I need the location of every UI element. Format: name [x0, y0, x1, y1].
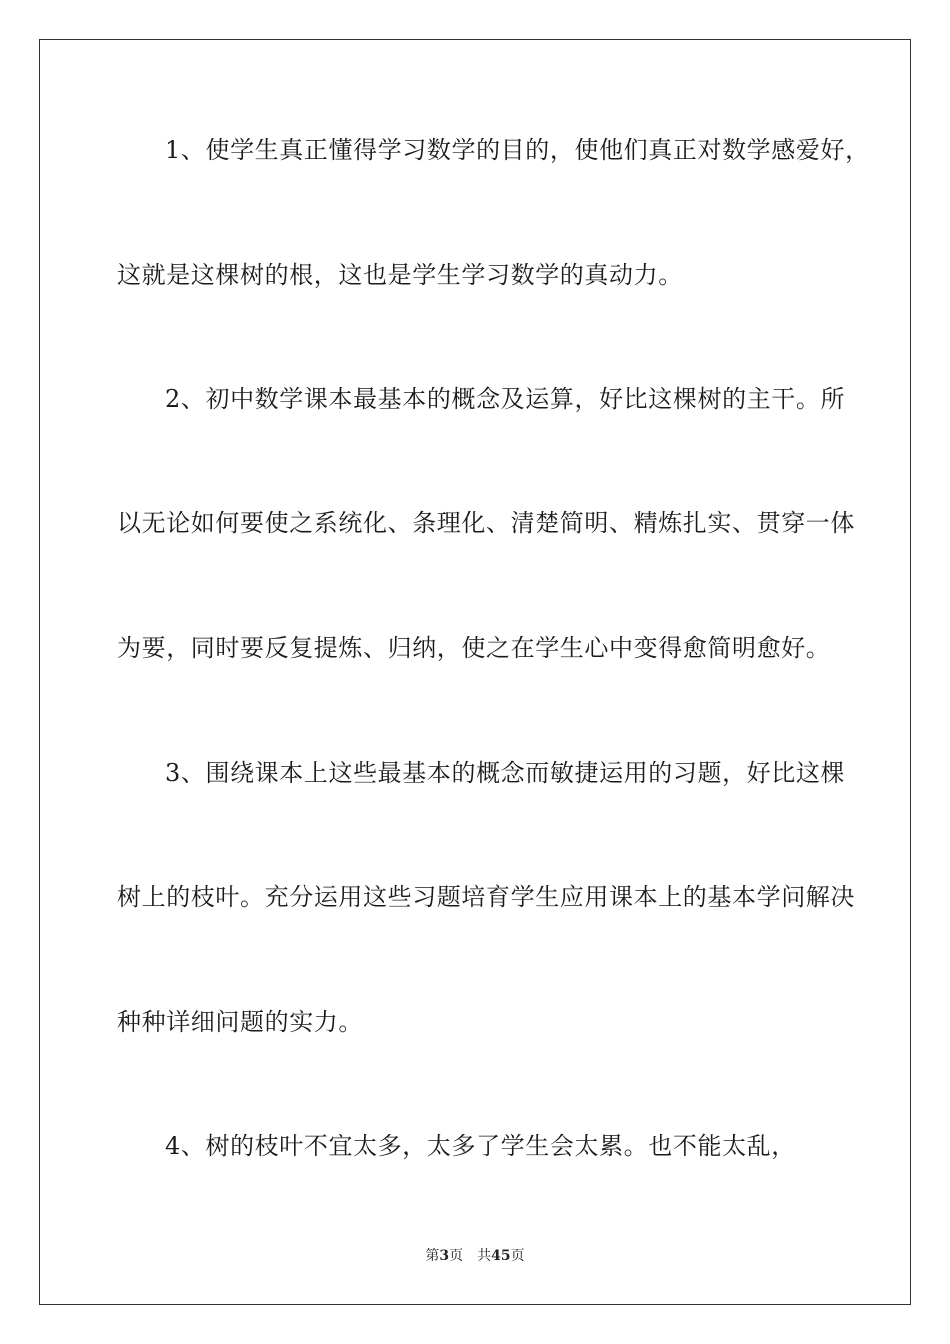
paragraph-3-line-2: 树上的枝叶。充分运用这些习题培育学生应用课本上的基本学问解决: [117, 883, 855, 911]
paragraph-1-line-2: 这就是这棵树的根，这也是学生学习数学的真动力。: [117, 261, 683, 289]
paragraph-2-line-3: 为要，同时要反复提炼、归纳，使之在学生心中变得愈简明愈好。: [117, 634, 831, 662]
footer-page-prefix: 第: [425, 1248, 440, 1264]
paragraph-3-line-3: 种种详细问题的实力。: [117, 1008, 363, 1036]
paragraph-4-line-1: 4、树的枝叶不宜太多，太多了学生会太累。也不能太乱，: [165, 1132, 796, 1160]
page-frame: [39, 39, 911, 1305]
paragraph-2-line-2: 以无论如何要使之系统化、条理化、清楚简明、精炼扎实、贯穿一体: [117, 509, 855, 537]
paragraph-1-line-1: 1、使学生真正懂得学习数学的目的，使他们真正对数学感爱好，: [165, 136, 870, 164]
footer-current-page: 3: [439, 1248, 450, 1264]
footer-total-suffix: 页: [510, 1248, 525, 1264]
footer-page-suffix: 页: [449, 1248, 464, 1264]
footer-total-pages: 45: [491, 1248, 511, 1264]
paragraph-3-line-1: 3、围绕课本上这些最基本的概念而敏捷运用的习题，好比这棵: [165, 759, 846, 787]
paragraph-2-line-1: 2、初中数学课本最基本的概念及运算，好比这棵树的主干。所: [165, 385, 846, 413]
footer-total-prefix: 共: [477, 1248, 492, 1264]
page-footer: [0, 1246, 950, 1266]
